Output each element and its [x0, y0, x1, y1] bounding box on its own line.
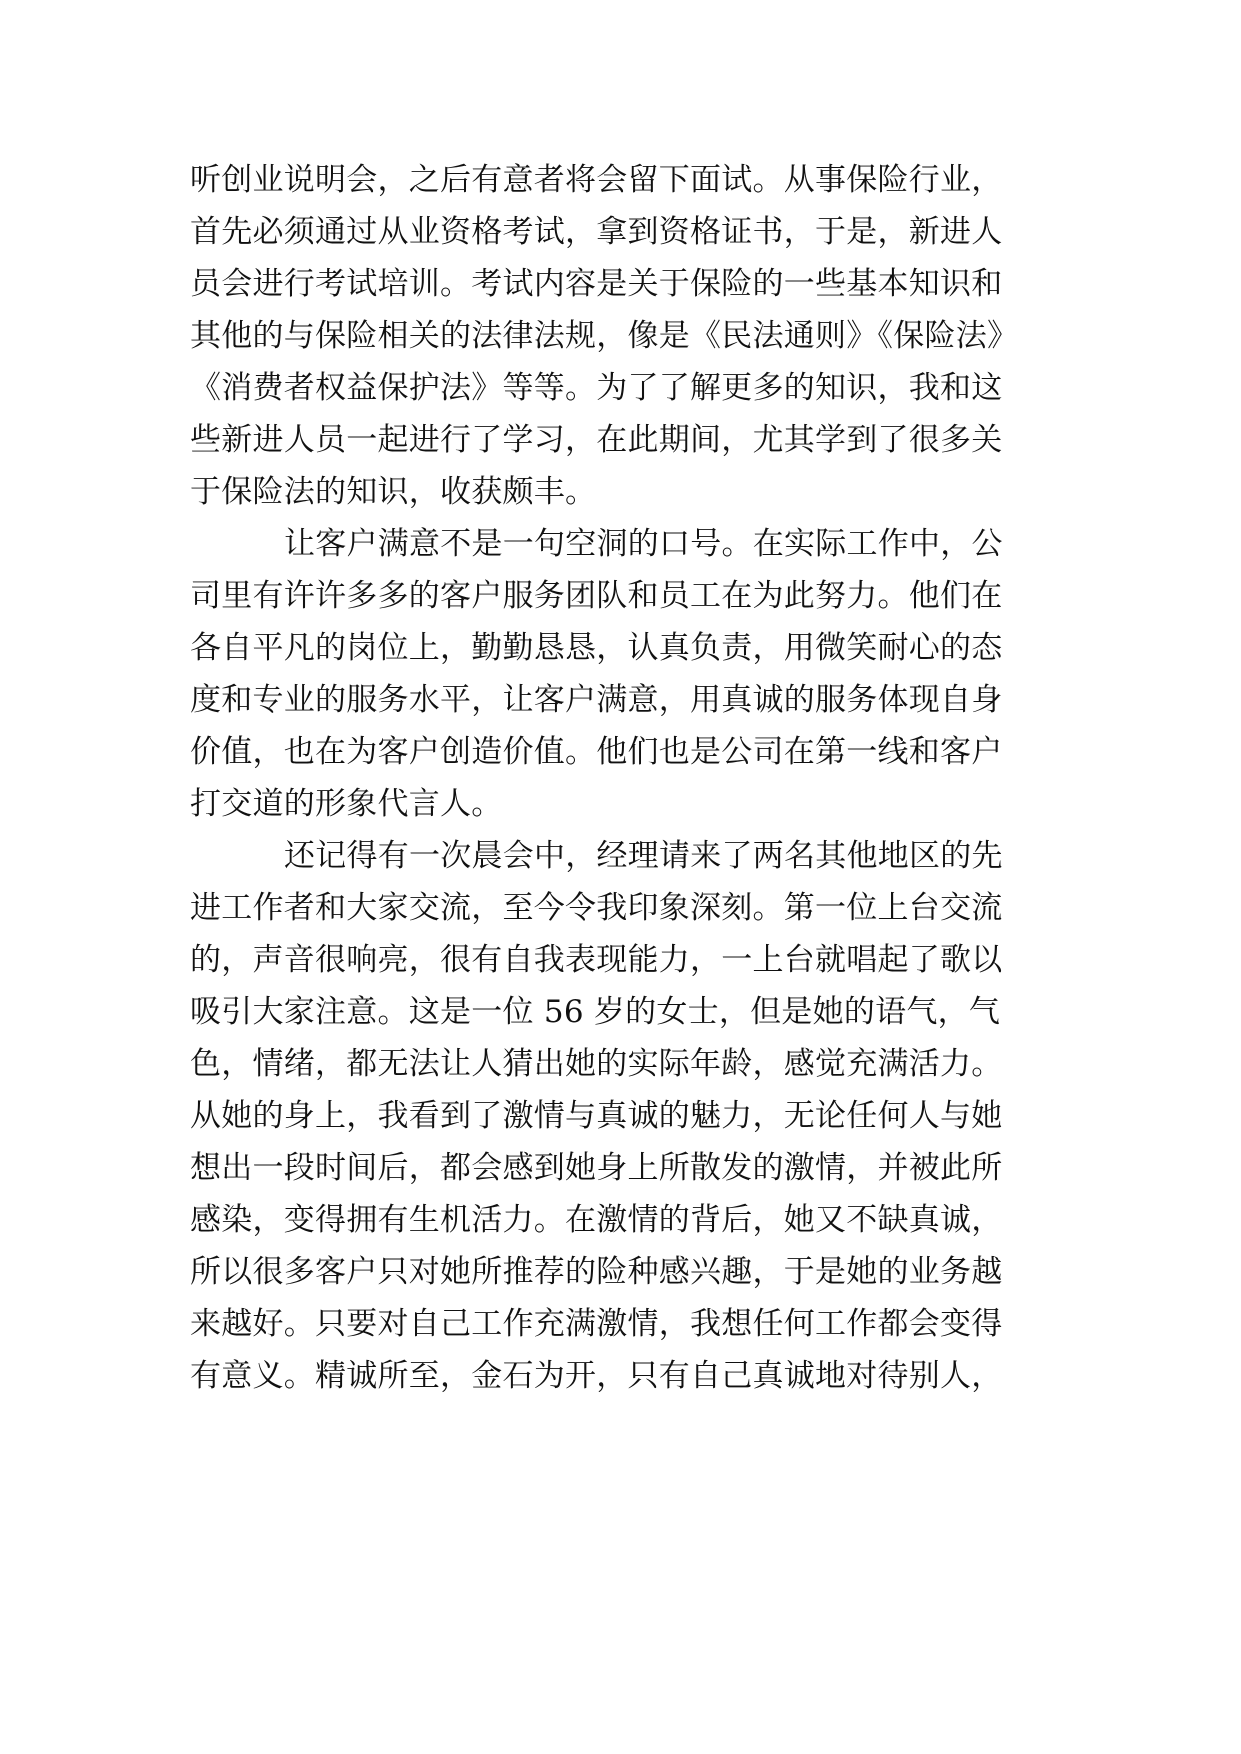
text-line: 来越好。只要对自己工作充满激情，我想任何工作都会变得: [190, 1306, 1003, 1342]
text-line: 首先必须通过从业资格考试，拿到资格证书，于是，新进人: [190, 214, 1003, 250]
text-line: 《消费者权益保护法》等等。为了了解更多的知识，我和这: [190, 370, 1003, 406]
text-line: 从她的身上，我看到了激情与真诚的魅力，无论任何人与她: [190, 1098, 1003, 1134]
text-line: 打交道的形象代言人。: [190, 786, 503, 822]
text-line: 度和专业的服务水平，让客户满意，用真诚的服务体现自身: [190, 682, 1003, 718]
text-line: 感染，变得拥有生机活力。在激情的背后，她又不缺真诚，: [190, 1202, 1003, 1238]
text-line: 员会进行考试培训。考试内容是关于保险的一些基本知识和: [190, 266, 1003, 302]
text-line: 有意义。精诚所至，金石为开，只有自己真诚地对待别人，: [190, 1358, 1003, 1394]
text-line: 听创业说明会，之后有意者将会留下面试。从事保险行业，: [190, 162, 1003, 198]
text-line: 其他的与保险相关的法律法规，像是《民法通则》《保险法》: [190, 318, 1019, 354]
text-line: 司里有许许多多的客户服务团队和员工在为此努力。他们在: [190, 578, 1003, 614]
text-line: 各自平凡的岗位上，勤勤恳恳，认真负责，用微笑耐心的态: [190, 630, 1003, 666]
text-line: 所以很多客户只对她所推荐的险种感兴趣，于是她的业务越: [190, 1254, 1003, 1290]
text-line: 些新进人员一起进行了学习，在此期间，尤其学到了很多关: [190, 422, 1003, 458]
text-line: 想出一段时间后，都会感到她身上所散发的激情，并被此所: [190, 1150, 1003, 1186]
paragraph: [190, 830, 1050, 1402]
text-line: 让客户满意不是一句空洞的口号。在实际工作中，公: [284, 526, 1003, 562]
text-line: 还记得有一次晨会中，经理请来了两名其他地区的先: [284, 838, 1003, 874]
paragraph: [190, 154, 1050, 518]
text-line: 进工作者和大家交流，至今令我印象深刻。第一位上台交流: [190, 890, 1003, 926]
text-line: 价值，也在为客户创造价值。他们也是公司在第一线和客户: [190, 734, 1003, 770]
document-body: [190, 154, 1050, 1402]
text-line: 的，声音很响亮，很有自我表现能力，一上台就唱起了歌以: [190, 942, 1003, 978]
paragraph: [190, 518, 1050, 830]
text-line: 于保险法的知识，收获颇丰。: [190, 474, 597, 510]
text-line: 吸引大家注意。这是一位 56 岁的女士，但是她的语气，气: [190, 994, 1001, 1030]
text-line: 色，情绪，都无法让人猜出她的实际年龄，感觉充满活力。: [190, 1046, 1003, 1082]
